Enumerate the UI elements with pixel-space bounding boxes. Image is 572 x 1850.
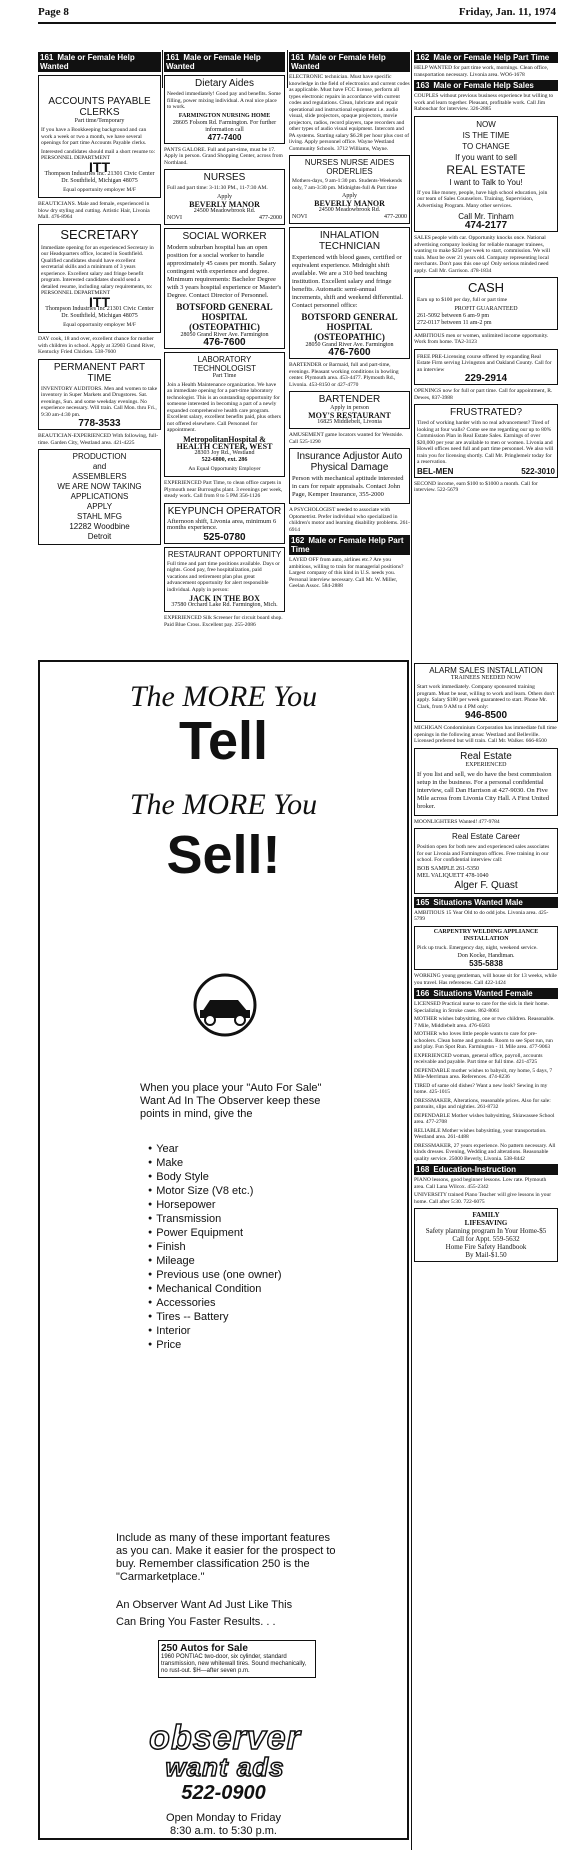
ad-title: Real Estate [460, 750, 512, 762]
small-ad: COUPLES without previous business experience but willing to work and learn together. Pleasant, profitable work. Call Jim Rabouchar for interview. 326-2885 [414, 93, 554, 112]
ad-line: Safety planning program In Your Home-$5 [425, 1227, 547, 1235]
list-item: ● Finish [148, 1240, 282, 1254]
small-ad: BEAUTICIAN-EXPERIENCED With following, full-time. Garden City, Westland area. 421-4225 [38, 433, 159, 446]
small-ad: LICENSED Practical nurse to care for the sick in their home. Specializing in Stroke cases. 862-8061 [414, 1001, 549, 1014]
list-item: ● Mileage [148, 1254, 282, 1268]
ad-address: 28050 Grand River Ave. Farmington [305, 342, 394, 348]
small-ad: DEPENDABLE mother wishes to babysit, my home, 5 days, 7 Mile-Merriman area. References. 474-8236 [414, 1067, 553, 1080]
ad-line: Apply [342, 193, 357, 199]
section-header: 162 Male or Female Help Part Time [289, 535, 410, 555]
ad-line: By Mail-$1.50 [465, 1251, 507, 1259]
ad-eoe: Equal opportunity employer M/F [63, 321, 136, 328]
ad-name: BOTSFORD GENERAL HOSPITAL (OSTEOPATHIC) [301, 312, 398, 342]
ad-line: STAHL MFG [77, 512, 122, 521]
ad-title: ACCOUNTS PAYABLE CLERKS [48, 96, 151, 118]
ad-line: LIFESAVING [464, 1219, 508, 1227]
ad-eoe: Equal opportunity employer M/F [63, 186, 136, 193]
section-header: 166 Situations Wanted Female [414, 988, 558, 999]
small-ad: EXPERIENCED Part Time, to clean office carpets in Plymouth near Burroughs plant. 3 evenings per week, steady work. Call from 8 to 5 PM 356-1126 [164, 480, 283, 499]
small-ad: MICHIGAN Condominium Corporation has immediate full time openings in the following areas: Westland and Belleville. Licensed preferred but will train. Call Mr. Walker. 666-8500 [414, 725, 557, 744]
ad-name: MOY'S RESTAURANT [308, 411, 391, 420]
small-ad: AMBITIOUS 15 Year Old to do odd jobs. Livonia area. 425-5799 [414, 909, 549, 922]
small-ad: DAY cook, 18 and over, excellent chance for mother with children in school. Apply at 32903 Grand River, Kentucky Fried Chicken. 538-7600 [38, 336, 156, 355]
classified-ad [38, 224, 161, 334]
column-3 [289, 50, 410, 592]
section-header: 163 Male or Female Help Sales [414, 80, 558, 91]
ad-body: Experienced with blood gases, certified or equivalent experience. Midnight shift available. We are a 310 bed teaching institution. Excellent salary and fringe benefits. Automatic semi-annual increments, shift and weekend differential. Contact personnel office: [292, 254, 404, 309]
ad-phone: 525-0780 [203, 531, 246, 543]
ad-phone: 477-7400 [207, 132, 242, 142]
classified-ad [414, 404, 558, 478]
ad-city: NOVI [292, 214, 307, 220]
list-item: ● Power Equipment [148, 1226, 282, 1240]
ad-title: LABORATORY TECHNOLOGIST [192, 354, 257, 373]
ad-body: Start work immediately. Company sponsored training program. Must be neat, willing to work and learn. Others don't apply. Salary $180 per week guaranteed to start. Phone Mr. Clark, from 9 AM to 4 PM only: [417, 684, 555, 710]
small-ad: RELIABLE Mother wishes babysitting, your transportation. Westland area. 261-4488 [414, 1127, 547, 1140]
classified-ad [289, 155, 410, 224]
ad-address: 24500 Meadowbrook Rd. [193, 207, 256, 214]
ad-name: BOTSFORD GENERAL HOSPITAL (OSTEOPATHIC) [176, 301, 273, 332]
list-item: ● Motor Size (V8 etc.) [148, 1184, 282, 1198]
classified-ad [414, 663, 558, 722]
list-item: ● Horsepower [148, 1198, 282, 1212]
ad-line: and [92, 462, 107, 471]
ad-title: ALARM SALES INSTALLATION [429, 666, 543, 675]
ad-body: Earn up to $100 per day, full or part time [417, 297, 508, 303]
ad-phone: 535-5838 [469, 959, 503, 968]
ad-title: FRUSTRATED? [449, 407, 523, 418]
classified-ad [414, 116, 558, 233]
ad-phone: 946-8500 [464, 710, 508, 721]
page-date: Friday, Jan. 11, 1974 [458, 6, 556, 18]
ad-subtitle: Part time/Temporary [74, 118, 125, 124]
small-ad: WORKING young gentleman, will house sit for 13 weeks, while you travel. Has references. Call 422-1424 [414, 973, 557, 986]
ad-line: Call for Appt. 559-5632 [452, 1235, 520, 1243]
ad-line: WE ARE NOW TAKING APPLICATIONS [57, 482, 142, 501]
classified-ad [164, 75, 285, 144]
section-header: 165 Situations Wanted Male [414, 897, 558, 908]
ad-subtitle: Part Time [212, 372, 237, 379]
small-ad: MOTHER wishes babysitting, one or two children. Reasonable. 7 Mile, Middlebelt area. 476-6583 [414, 1016, 555, 1029]
classified-ad [414, 926, 558, 971]
ad-headline-big: Sell! [166, 825, 281, 885]
ad-line: PROFIT GUARANTEED [454, 305, 518, 312]
ad-title: SOCIAL WORKER [182, 230, 267, 242]
classified-ad [164, 169, 285, 225]
ad-title: BARTENDER [318, 394, 381, 405]
ad-body: Person with mechanical aptitude interested in cars for repair appraisals. Contact John Page, Kemper Insurance, 355-2000 [292, 475, 404, 498]
ad-line: Detroit [87, 532, 112, 541]
small-ad: UNIVERSITY trained Piano Teacher will give lessons in your home. Call after 5:30. 722-6075 [414, 1192, 552, 1205]
ad-body: Modern suburban hospital has an open position for a social worker to handle approximately 45 cases per month. Salary contingent with experience and degree. Minimum requirements: Bachelor Degree with 3 years hospital experience or Master's Degree. Contact Director of Personnel. [167, 243, 282, 299]
company-logo: ITT [89, 293, 110, 310]
page-header [0, 0, 572, 24]
ad-title: Dietary Aides [195, 78, 254, 89]
small-ad: A PSYCHOLOGIST needed to associate with Optometrist. Prefer individual who specialized in children's motor and learning disability problems. 261-6914 [289, 507, 410, 533]
ad-hours [40, 1812, 407, 1838]
list-item: ● Accessories [148, 1296, 282, 1310]
ad-title: NURSES NURSE AIDES ORDERLIES [304, 158, 395, 176]
column-4-lower [414, 660, 558, 1265]
column-2 [164, 50, 285, 630]
feature-list [148, 1142, 282, 1352]
ad-title: NURSES [203, 172, 246, 183]
ad-name: BEVERLY MANOR [314, 199, 385, 208]
list-item: ● Interior [148, 1324, 282, 1338]
sample-classified-body: 1960 PONTIAC two-door, six cylinder, standard transmission, new whitewall tires. Sound mechanically, no rust-out. $H—after seven p.m. [161, 1654, 307, 1674]
ad-body: If you have a Bookkeeping background and can work a week or two a month, we have several openings for part time Accounts Payable clerks. [41, 127, 147, 146]
ad-contact: BOB SAMPLE 261-5350 [417, 865, 480, 872]
ad-body: Interested candidates should mail a short resume to: PERSONNEL DEPARTMENT [41, 148, 156, 161]
ad-line: NOW [476, 119, 496, 129]
classified-ad [38, 75, 161, 198]
ad-line: If you want to sell [455, 152, 517, 162]
small-ad: ELECTRONIC technician. Must have specific knowledge in the field of electronics and current codes as applicable. Must have FCC license, perform all types electronic repairs in accordance with current codes and regulations. Clean, lubricate and repair operational and instructional equipment i.e. audio visual, slide projectors, opaque projectors, movie projectors, radios, record players, tape recorders and other types of audio visual equipment. Intercom and PA systems. Starting salary $6.28 per hour plus cost of living. Apply personnel office. Wayne Westland Community Schools. 3712 Williams, Wayne. [289, 74, 410, 152]
ad-headline: The MORE You [129, 788, 318, 821]
column-4 [414, 50, 558, 496]
classified-ad [414, 277, 558, 330]
ad-title: SECRETARY [60, 226, 139, 242]
column-divider [162, 50, 163, 88]
logo-line: want ads [165, 1752, 285, 1782]
ad-body: Full time and part time positions available. Days or nights. Good pay, free hospitalization, paid vacations and retirement plan plus great advancement opportunity for alert responsible individual. Apply in person: [167, 560, 280, 593]
ad-body: Immediate opening for an experienced Secretary in our Headquarters office, located in Southfield. Qualified candidates should have excellent secretarial skills and a minimum of 3 years experience. Excellent salary and fringe benefit program. Interested candidates should send a detailed resume, including salary requirements, to: PERSONNEL DEPARTMENT [41, 244, 154, 296]
ad-body: Position open for both new and experienced sales associates for our Livonia and Farmington offices. Free training in our school. For confidential interview call: [417, 844, 550, 863]
ad-line: Apply in person [330, 405, 369, 411]
small-ad: MOTHER who loves little people wants to care for pre-schoolers. Clean home and grounds. Room to see Spot run, run and play. Fun Spot Run. Farmington - 11 Mile area. 477-9063 [414, 1031, 553, 1050]
small-ad: DEPENDABLE Mother wishes babysitting, Shiawassee School area. 477-2708 [414, 1112, 555, 1125]
ad-line: TO CHANGE [462, 141, 510, 151]
ad-title: KEYPUNCH OPERATOR [167, 505, 282, 517]
small-ad: LAYED OFF from auto, airlines etc.? Are you ambitious, willing to train for managerial positions? Largest company of this kind in U.S. needs you. Personal interview necessary. Call Mr. W. Miller, Geelan Assoc. 584-2888 [289, 557, 404, 589]
ad-title: PERMANENT PART TIME [53, 361, 146, 384]
steering-wheel-car-icon [190, 970, 260, 1040]
ad-title: CASH [467, 280, 505, 295]
ad-name: FARMINGTON NURSING HOME [178, 112, 271, 119]
section-header: 168 Education-Instruction [414, 1164, 558, 1175]
small-ad: AMBITIOUS men or women, unlimited income opportunity. Work from home. TA2-3123 [414, 332, 549, 345]
ad-title: RESTAURANT OPPORTUNITY [167, 549, 282, 559]
classified-ad [164, 352, 285, 478]
small-ad: BEAUTICIANS. Male and female, experienced in blow dry styling and cutting. Artistic Hair, Livonia Mall. 476-8964 [38, 201, 150, 220]
small-ad: SALES people with car. Opportunity knocks once. National advertising company looking for reliable manager trainees, wanting to make $250 per week to start, commission. We will train. Must be over 21 years old. Company representing local merchants. Don't pass this one up! Only serious minded need apply. Call Mr. Garrison. 478-1834 [414, 235, 551, 274]
classified-ad [289, 448, 410, 504]
classified-ad [164, 228, 285, 349]
classified-ad [289, 227, 410, 359]
ad-title: Insurance Adjustor Auto Physical Damage [296, 451, 403, 473]
ad-pitch [116, 1597, 346, 1631]
ad-line: FAMILY [472, 1211, 500, 1219]
ad-phone: 477-2000 [259, 214, 282, 221]
ad-phone: 476-7600 [203, 336, 246, 348]
ad-address: 28050 Grand River Ave. Farmington [180, 331, 269, 338]
classified-ad [414, 748, 558, 816]
small-ad: SECOND income, earn $100 to $1000 a month. Call for interview. 522-5679 [414, 480, 538, 493]
ad-body: Tired of working harder with no real advancement? Tired of looking at four walls? Come see me regarding our up to 80% Commission Plan in Real Estate Sales. Earnings of over $20,000 per year are available to men or women. Livonia and Howell offices need full and part time personnel. We also will train you for licensing shortly. Call Mr. Pringlemeir today for a reservation. [417, 420, 554, 465]
small-ad: PANTS GALORE. Full and part-time, must be 17. Apply in person. Grand Shopping Center, across from Northland. [164, 146, 283, 166]
ad-subtitle: TRAINEES NEEDED NOW [450, 675, 522, 681]
classified-ad [38, 359, 161, 431]
ad-phone: 522-0900 [181, 1782, 266, 1804]
ad-body: INVENTORY AUDITORS. Men and women to take inventory in Super Markets and Drugstores. Sat. evenings, Sun. and some weekday evenings. No experience necessary. Will train. Call Mon. thru Fri., 9:30 am-4:30 pm. [41, 385, 158, 418]
ad-phone: 474-2177 [464, 220, 508, 231]
ad-name: MetropolitanHospital & HEALTH CENTER, WEST [176, 434, 273, 451]
ad-eoe: An Equal Opportunity Employer [188, 465, 261, 472]
list-item: ● Transmission [148, 1212, 282, 1226]
sample-classified-title: 250 Autos for Sale [161, 1643, 248, 1654]
company-logo: ITT [89, 158, 110, 175]
small-ad: HELP WANTED for part time work, mornings. Clean office, transportation necessary. Livonia area. WO6-1678 [414, 65, 549, 78]
hours-line: 8:30 a.m. to 5:30 p.m. [169, 1825, 277, 1837]
ad-body: FREE PRE-Licensing course offered by expanding Real Estate Firm serving Livingston and Oakland County. Call for an interview [417, 353, 552, 373]
classified-ad [164, 547, 285, 613]
small-ad: BARTENDER or Barmaid, full and part-time, evenings. Pleasant working conditions in bowling center. Plymouth area. 453-4477. Plymouth Rd., Livonia. 453-8150 or 427-4770 [289, 362, 399, 388]
ad-phone: 229-2914 [464, 373, 508, 384]
observer-logo [100, 1719, 350, 1782]
ad-headline-big: Tell [178, 711, 268, 771]
logo-line: observer [149, 1719, 301, 1757]
list-item: ● Tires -- Battery [148, 1310, 282, 1324]
ad-line: PRODUCTION [72, 452, 127, 461]
list-item: ● Previous use (one owner) [148, 1268, 282, 1282]
list-item: ● Year [148, 1142, 282, 1156]
ad-title: Real Estate Career [451, 832, 521, 841]
small-ad: DRESSMAKER, Alterations, reasonable prices. Also for sale: pantsuits, slips and nighties. 261-8732 [414, 1097, 551, 1110]
section-header: 161 Male or Female Help Wanted [38, 52, 161, 72]
ad-line: Home Fire Safety Handbook [445, 1243, 527, 1251]
ad-body: If you like money, people, have high school education, join our team of Sales Counselors. Training, Supervision, Advertising Program. Many other services. [417, 189, 548, 209]
ad-line: Apply [217, 193, 232, 200]
list-item: ● Price [148, 1338, 282, 1352]
list-item: ● Body Style [148, 1170, 282, 1184]
classified-ad [38, 449, 161, 545]
ad-phone: 261-5092 between 6 am-9 pm [417, 312, 489, 319]
ad-line: IS THE TIME [462, 130, 510, 140]
ad-body: Needed immediately! Good pay and benefits. Some filling, power mixing individual. A real nice place to work. [167, 91, 281, 110]
observer-display-ad [38, 660, 409, 1840]
ad-name: Don Kocke, Handiman. [457, 953, 515, 959]
ad-body: Join a Health Maintenance organization. We have an immediate opening for a part-time laboratory technologist. This is an outstanding opportunity for someone interested in becoming a part of a newly expanded comprehensive health care program. Excellent salary, excellent benefits paid, plus others not offered elsewhere. Call Personnel for appointment. [167, 381, 281, 433]
ad-body: If you list and sell, we do have the best commission setup in the business. For a personal confidential interview, call Dan Harrison at 427-9030. On Five Mile across from Livonia City Hall. A First United broker. [417, 770, 552, 810]
small-ad: DRESSMAKER, 27 years experience. No pattern necessary. All kinds dresses. Evening, Wedding and alterations. Reasonable quality service. 25000 Beverly, Livonia. 538-8442 [414, 1142, 556, 1162]
ad-city: NOVI [167, 214, 182, 221]
ad-intro: When you place your "Auto For Sale" Want Ad In The Observer keep these points in mind, give the [140, 1082, 322, 1120]
classified-ad [289, 391, 410, 429]
classified-ad [164, 503, 285, 544]
ad-address: 24500 Meadowbrook Rd. [318, 207, 381, 213]
ad-phone: 477-2000 [384, 214, 407, 220]
ad-body: Afternoon shift, Livonia area, minimum 6 months experience. [167, 517, 277, 531]
column-1 [38, 50, 161, 548]
ad-address: 28605 Folsom Rd. Farmington. For further information call [172, 119, 277, 133]
ad-line: APPLY [86, 502, 113, 511]
ad-phone: 272-0117 between 11 am-2 pm [417, 319, 492, 326]
ad-address: 16825 Middlebelt, Livonia [317, 419, 382, 425]
list-item: ● Make [148, 1156, 282, 1170]
page-number: Page 8 [38, 6, 69, 18]
ad-line: Call Mr. Tinham [458, 212, 514, 221]
ad-title: CARPENTRY WELDING APPLIANCE INSTALLATION [433, 928, 539, 942]
small-ad: EXPERIENCED woman, general office, payroll, accounts receivable and payable. Part time or full time. 421-4725 [414, 1052, 543, 1065]
hours-line: Open Monday to Friday [166, 1812, 281, 1824]
ad-address: Thompson Industries Inc. 21301 Civic Center Dr. Southfield, Michigan 48075 [44, 170, 155, 184]
ad-line: I want to Talk to You! [449, 177, 523, 187]
section-header: 161 Male or Female Help Wanted [164, 52, 285, 72]
classified-ad [414, 349, 558, 386]
small-ad: TIRED of same old dishes? Want a new look? Sewing in my home. 425-1015 [414, 1082, 548, 1095]
header-rule [38, 22, 556, 24]
small-ad: EXPERIENCED Silk Screener for circuit board shop. Paid Blue Cross. Excellent pay. 255-2086 [164, 615, 283, 628]
ad-pitch-line: An Observer Want Ad Just Like This [116, 1599, 293, 1611]
ad-address: 37580 Orchard Lake Rd. Farmington, Mich. [171, 602, 278, 608]
ad-body: Mothers-days, 9 am-1:30 pm. Students-Weekends only, 7 am-3:30 pm. Midnights-full & Part time [292, 178, 402, 191]
ad-address: 28303 Joy Rd., Westland [194, 449, 255, 456]
ad-phone: 522-6800, ext. 286 [201, 456, 248, 463]
ad-pitch-line: Can Bring You Faster Results. . . [116, 1616, 276, 1628]
ad-phone: 476-7600 [328, 347, 371, 358]
ad-body: Pick up truck. Emergency day, night, weekend service. [417, 944, 538, 951]
section-header: 161 Male or Female Help Wanted [289, 52, 410, 72]
ad-name: JACK IN THE BOX [189, 594, 260, 603]
ad-address: Thompson Industries Inc 21301 Civic Center Dr. Southfield, Michigan 48075 [45, 305, 154, 319]
ad-headline: The MORE You [129, 680, 318, 713]
list-item: ● Mechanical Condition [148, 1282, 282, 1296]
column-divider [287, 50, 288, 88]
ad-outro: Include as many of these important features as you can. Make it easier for the prospect to buy. Remember classification 250 is the "Carmarketplace." [116, 1532, 336, 1583]
ad-line: 12282 Woodbine [69, 522, 130, 531]
small-ad: PIANO lessons, good beginner lessons. Low rate. Plymouth area. Call Lana Wilcox. 455-2342 [414, 1177, 547, 1190]
sample-classified [158, 1640, 316, 1678]
ad-name: Alger F. Quast [454, 879, 518, 891]
ad-phone: 522-3010 [521, 466, 555, 476]
ad-title: REAL ESTATE [446, 162, 526, 177]
ad-phone: 778-3533 [78, 418, 121, 429]
classified-ad [414, 828, 558, 894]
ad-name: BEVERLY MANOR [189, 199, 260, 209]
ad-line: ASSEMBLERS [72, 472, 127, 481]
ad-name: BEL-MEN [417, 466, 454, 476]
classified-ad [414, 1208, 558, 1262]
small-ad: MOONLIGHTERS Wanted! 477-9784 [414, 818, 500, 825]
ad-contact: MEL VALIQUETT 478-1040 [417, 872, 489, 879]
ad-body: Full and part time: 3-11:30 PM., 11-7:30 AM. [167, 185, 268, 191]
ad-title: INHALATION TECHNICIAN [318, 230, 381, 252]
small-ad: OPENINGS now for full or part time. Call for appointment, R. Dewes, 837-3988 [414, 388, 553, 401]
ad-subtitle: EXPERIENCED [465, 761, 507, 768]
column-divider [411, 50, 412, 1850]
small-ad: AMUSEMENT game locators wanted for Westside. Call 525-1290 [289, 432, 404, 445]
section-header: 162 Male or Female Help Part Time [414, 52, 558, 63]
